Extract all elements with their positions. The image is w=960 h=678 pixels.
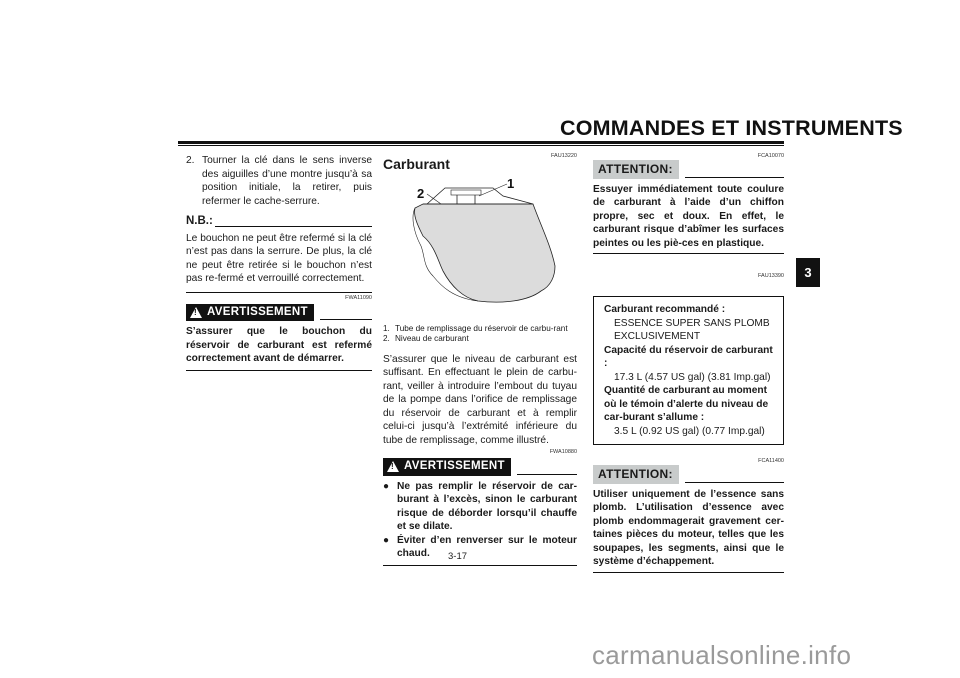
step-number: 2.: [186, 155, 195, 166]
nb-end-rule: [186, 292, 372, 293]
fuel-tank-figure: [383, 176, 577, 324]
header-rule-thin: [178, 145, 784, 146]
bullet-dot-icon: ●: [383, 480, 390, 492]
nb-text: Le bouchon ne peut être refermé si la clé n’est pas dans la serrure. De plus, la clé ne peut être retirée si le bouchon n’est pas re-fermé et verrouillé correctement.: [186, 232, 372, 284]
step-item: [186, 154, 372, 208]
attention-heading: [593, 160, 784, 179]
warning-ref: FWA10880: [549, 449, 577, 455]
attention-rule: [685, 482, 784, 483]
attention-end-rule: [593, 572, 784, 573]
fuel-spec-box: [593, 296, 784, 445]
attention-end-rule: [593, 253, 784, 254]
column-1: [186, 152, 372, 371]
warning-ref: FWA11090: [345, 294, 372, 301]
warning-badge: [186, 304, 314, 322]
warning-text: S’assurer que le bouchon du réservoir de carburant est refermé correctement avant de démarrer.: [186, 326, 372, 364]
chapter-tab: 3: [796, 258, 820, 287]
column-3: [593, 152, 784, 573]
tank-capacity-label: Capacité du réservoir de carburant :: [604, 344, 773, 369]
legend-text: Tube de remplissage du réservoir de carbu-rant: [395, 323, 568, 333]
warning-heading: [186, 304, 372, 322]
attention-heading: [593, 465, 784, 484]
callout-2: 2: [417, 185, 425, 201]
recommended-fuel-value-1: ESSENCE SUPER SANS PLOMB: [614, 317, 770, 329]
warning-end-rule: [383, 565, 577, 566]
legend-text: Niveau de carburant: [395, 334, 469, 343]
bullet-dot-icon: ●: [383, 534, 390, 546]
bullet-text: Ne pas remplir le réservoir de car-burant à l’excès, sinon le carburant risque de déborder lorsqu’il chauffe et se dilate.: [397, 480, 577, 532]
legend-item: [383, 334, 577, 345]
warning-bullets: [383, 480, 577, 561]
header-rule: [178, 141, 784, 144]
column-2: [383, 152, 577, 566]
warning-bullet: [383, 534, 577, 561]
legend-item: [383, 324, 577, 335]
spec-ref: FAU13390: [758, 273, 784, 279]
warning-label: AVERTISSEMENT: [404, 460, 505, 472]
warning-end-rule: [186, 370, 372, 371]
section-title: Carburant: [383, 156, 450, 172]
nb-heading: [186, 215, 372, 229]
warning-label: AVERTISSEMENT: [207, 305, 308, 318]
attention-text: Essuyer immédiatement toute coulure de carburant à l’aide d’un chiffon propre, sec et doux. En effet, le carburant risque d’abîmer les surfaces peintes ou les piè-ces en plastique.: [593, 183, 784, 249]
watermark: carmanualsonline.info: [592, 640, 852, 670]
tank-capacity-value: 17.3 L (4.57 US gal) (3.81 Imp.gal): [614, 371, 771, 383]
warning-rule: [517, 474, 577, 475]
body-text: S’assurer que le niveau de carburant est suffisant. En effectuant le plein de carbu-rant, veiller à introduire l’embout du tuyau de la pompe dans l’orifice de remplissage du réservoir de carburant et à remplir celui-ci jusqu’à l’extrémité inférieure du tube de remplissage, comme illustré.: [383, 353, 577, 446]
page-header-title: COMMANDES ET INSTRUMENTS: [560, 116, 903, 140]
recommended-fuel-label: Carburant recommandé :: [604, 304, 726, 315]
warning-triangle-icon: !: [387, 461, 399, 472]
warning-triangle-icon: !: [190, 307, 202, 318]
nb-rule: [215, 226, 372, 227]
attention-text: Utiliser uniquement de l’essence sans plomb. L’utilisation d’essence avec plomb endommagerait gravement cer-taines pièces du moteur, telles que les soupapes, les segments, ainsi que le système d’échappement.: [593, 488, 784, 567]
warning-badge: [383, 458, 511, 476]
legend-number: 1.: [383, 323, 390, 333]
recommended-fuel-value-2: EXCLUSIVEMENT: [614, 331, 701, 342]
bullet-text: Éviter d’en renverser sur le moteur chaud.: [397, 534, 577, 559]
fuel-tank-illustration: [383, 176, 577, 316]
page-number: 3-17: [448, 551, 468, 562]
nb-label: N.B.:: [186, 215, 213, 227]
attention-ref: FCA11400: [758, 458, 784, 464]
attention-ref: FCA10070: [757, 153, 784, 159]
reserve-amount-label: Quantité de carburant au moment où le témoin d’alerte du niveau de car-burant s’allume :: [604, 385, 769, 423]
warning-heading: [383, 458, 577, 476]
step-text: Tourner la clé dans le sens inverse des aiguilles d’une montre jusqu’à sa position initiale, la retirer, puis refermer le cache-serrure.: [202, 155, 372, 207]
warning-rule: [320, 319, 372, 320]
figure-legend: [383, 324, 577, 345]
section-ref: FAU13220: [551, 153, 577, 159]
attention-badge: ATTENTION:: [593, 465, 679, 484]
reserve-amount-value: 3.5 L (0.92 US gal) (0.77 Imp.gal): [614, 425, 765, 437]
callout-1: 1: [507, 175, 515, 191]
warning-bullet: [383, 480, 577, 534]
attention-rule: [685, 177, 784, 178]
legend-number: 2.: [383, 334, 390, 343]
attention-badge: ATTENTION:: [593, 160, 679, 179]
